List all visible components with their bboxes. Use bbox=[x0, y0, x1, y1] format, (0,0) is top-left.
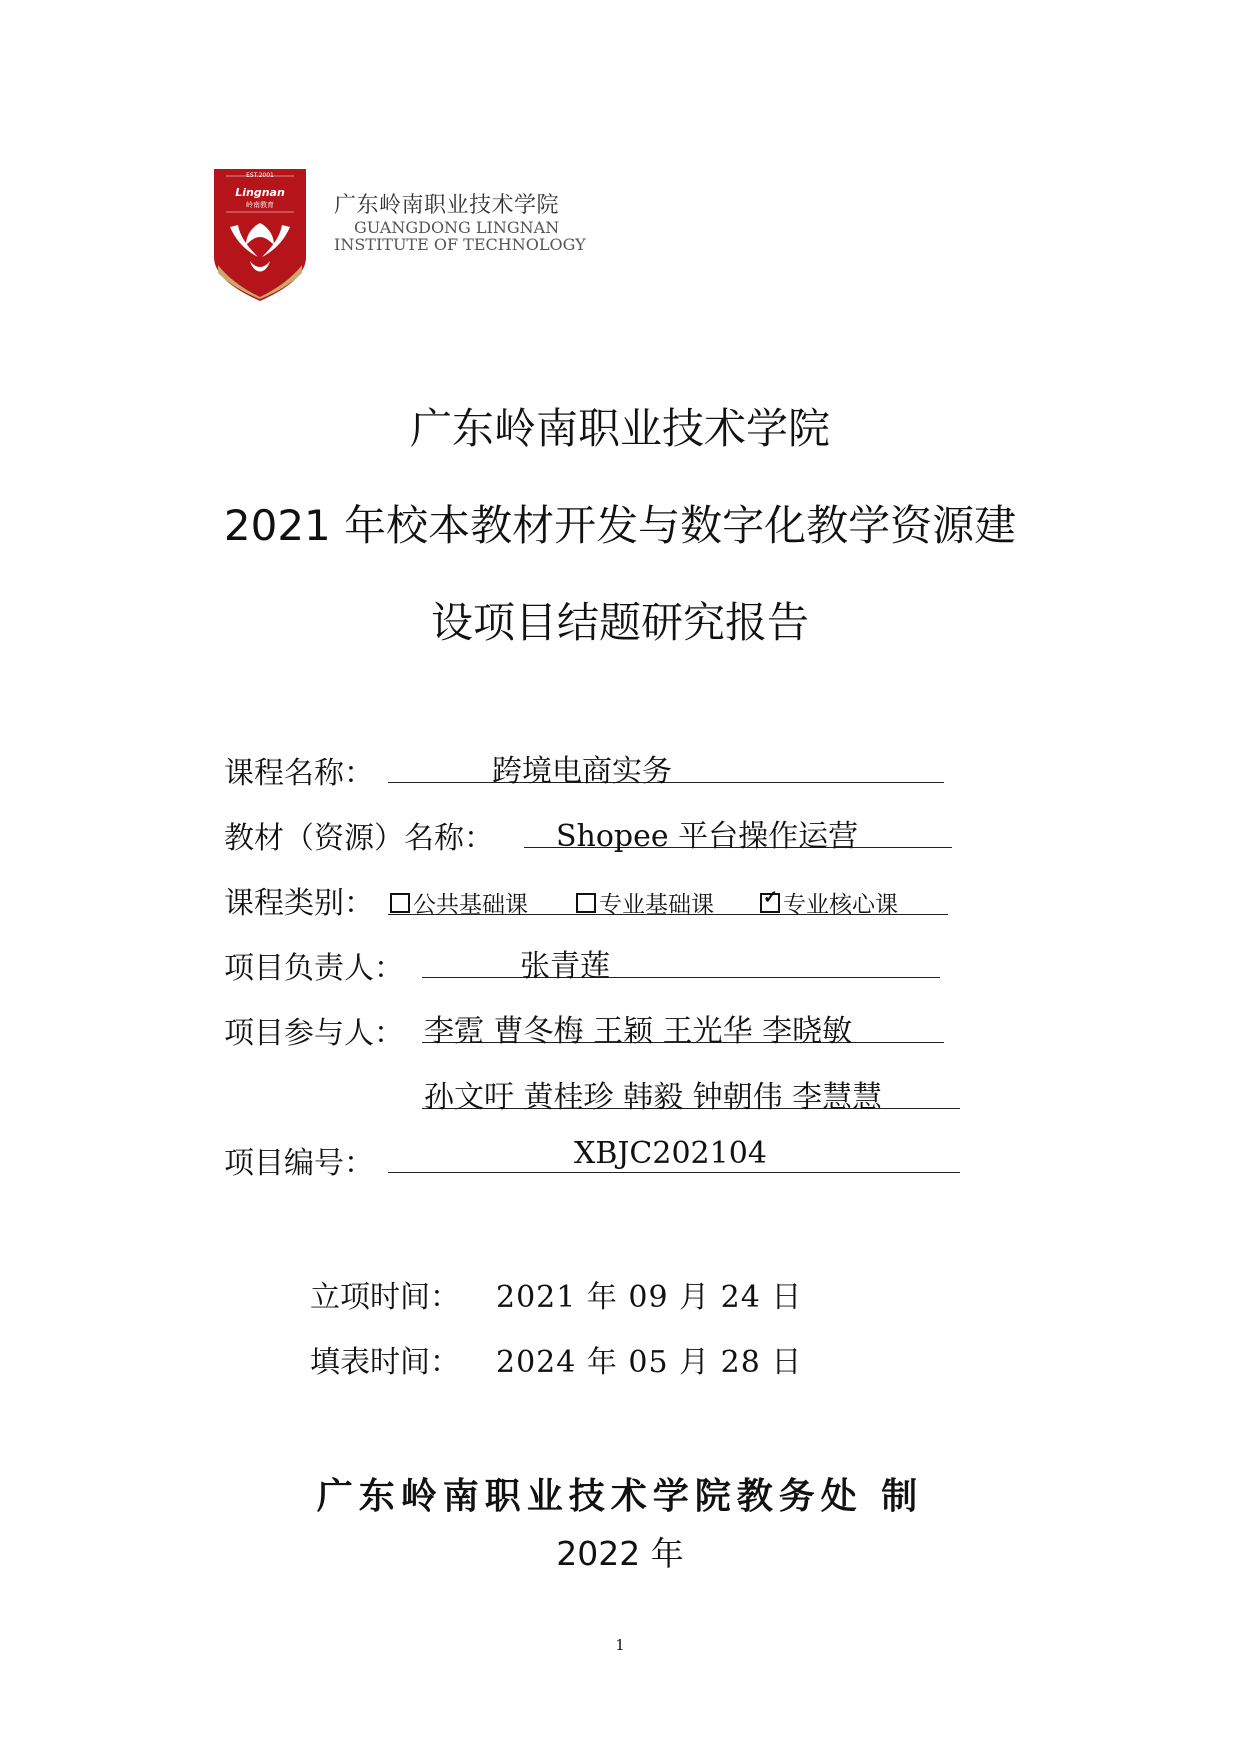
project-participants-field-line1 bbox=[422, 998, 944, 1049]
fill-date-value: 2024 年 05 月 28 日 bbox=[496, 1345, 803, 1380]
report-title-line3: 设项目结题研究报告 bbox=[430, 598, 809, 647]
fill-date-label: 填表时间： bbox=[310, 1345, 460, 1380]
project-number-value: XBJC202104 bbox=[574, 1136, 767, 1171]
report-title-line2: 2021 年校本教材开发与数字化教学资源建 bbox=[223, 501, 1017, 550]
category-option-core[interactable] bbox=[760, 886, 898, 919]
category-option-label: 专业核心课 bbox=[783, 892, 898, 918]
start-date-value: 2021 年 09 月 24 日 bbox=[496, 1280, 803, 1315]
course-name-value: 跨境电商实务 bbox=[492, 754, 672, 789]
course-name-field bbox=[388, 738, 944, 789]
issuer-text: 广东岭南职业技术学院教务处 制 bbox=[316, 1476, 924, 1517]
category-option-basic[interactable] bbox=[576, 886, 714, 919]
project-participants-value-line1: 李霓 曹冬梅 王颖 王光华 李晓敏 bbox=[424, 1014, 853, 1049]
checkbox-checked-icon[interactable]: ✓ bbox=[760, 893, 780, 913]
project-participants-value-line2: 孙文吁 黄桂珍 韩毅 钟朝伟 李慧慧 bbox=[424, 1080, 883, 1115]
start-date-label: 立项时间： bbox=[310, 1280, 460, 1315]
issue-year: 2022 年 bbox=[556, 1534, 684, 1573]
project-number-label: 项目编号： bbox=[224, 1146, 374, 1181]
project-number-field bbox=[388, 1128, 960, 1173]
course-category-label: 课程类别： bbox=[224, 886, 374, 921]
crest-sub-text: 岭南教育 bbox=[246, 201, 274, 209]
project-participants-field-line2 bbox=[422, 1064, 960, 1115]
textbook-name-field bbox=[524, 803, 952, 854]
checkbox-unchecked-icon[interactable] bbox=[576, 893, 596, 913]
project-leader-field bbox=[422, 933, 940, 984]
logo-name-en-line2: INSTITUTE OF TECHNOLOGY bbox=[334, 235, 586, 254]
logo-name-cn: 广东岭南职业技术学院 bbox=[334, 193, 560, 218]
project-leader-value: 张青莲 bbox=[520, 949, 610, 984]
course-category-field bbox=[388, 870, 948, 918]
course-name-label: 课程名称： bbox=[224, 756, 374, 791]
page-number: 1 bbox=[615, 1636, 625, 1654]
crest-est-text: EST.2001 bbox=[246, 172, 274, 179]
checkbox-unchecked-icon[interactable] bbox=[390, 893, 410, 913]
project-participants-label: 项目参与人： bbox=[224, 1016, 404, 1051]
category-option-label: 专业基础课 bbox=[599, 892, 714, 918]
logo-name-en-line1: GUANGDONG LINGNAN bbox=[354, 218, 560, 237]
textbook-name-value: Shopee 平台操作运营 bbox=[556, 819, 859, 854]
category-option-public[interactable] bbox=[390, 886, 528, 919]
institution-logo bbox=[212, 165, 612, 305]
report-title-line1: 广东岭南职业技术学院 bbox=[409, 404, 830, 453]
project-leader-label: 项目负责人： bbox=[224, 951, 404, 986]
crest-name-text: Lingnan bbox=[235, 186, 285, 199]
textbook-name-label: 教材（资源）名称： bbox=[224, 821, 494, 856]
category-option-label: 公共基础课 bbox=[413, 892, 528, 918]
